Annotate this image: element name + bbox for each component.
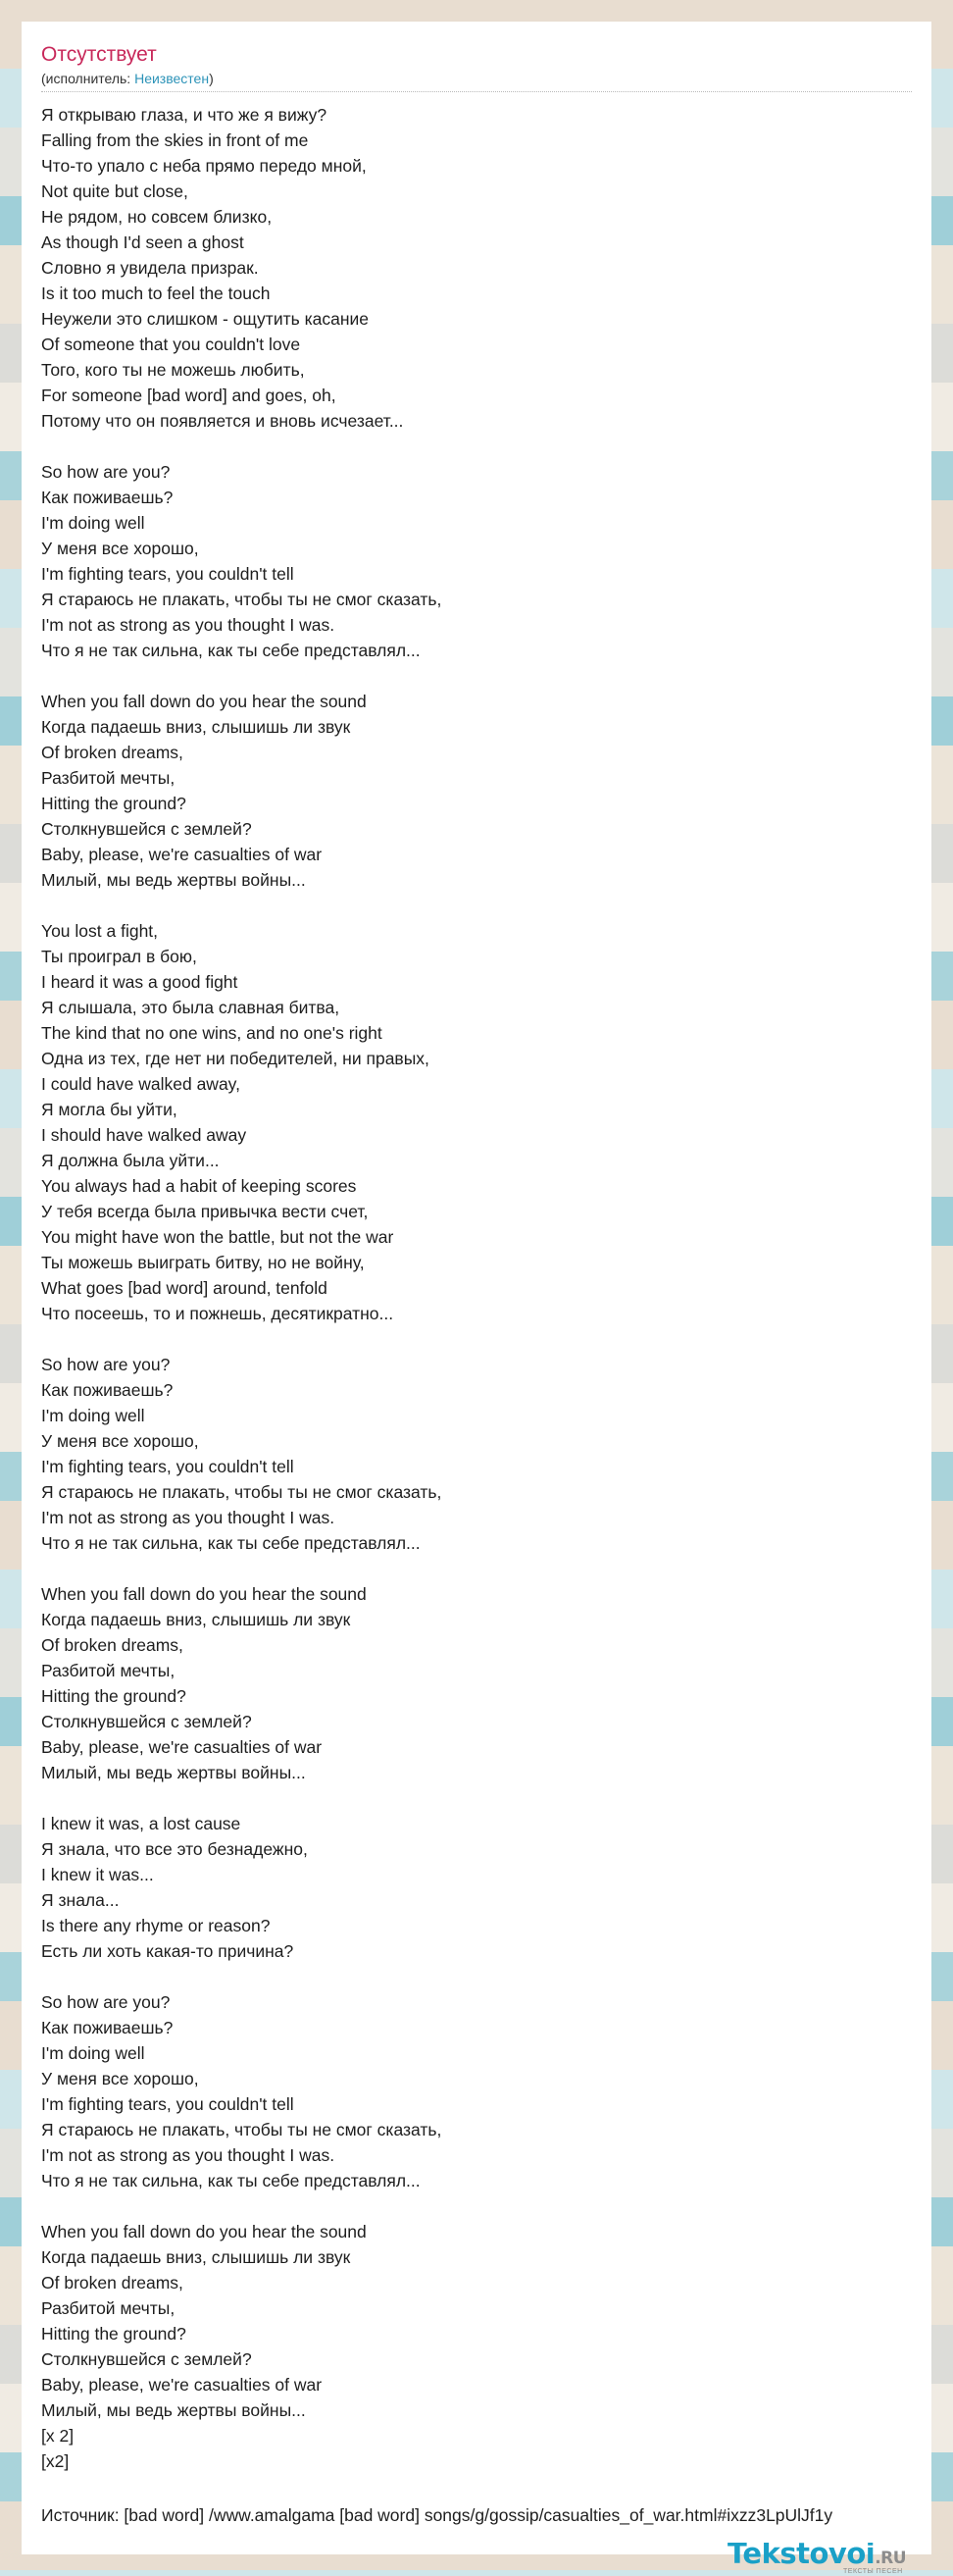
stanza-gap [41,893,924,918]
lyric-line: I'm fighting tears, you couldn't tell [41,564,294,584]
lyric-line: Я стараюсь не плакать, чтобы ты не смог сказать, [41,590,442,609]
logo-main-text: Tekstovoi [727,2543,876,2570]
lyric-line: As though I'd seen a ghost [41,232,244,252]
lyric-line: I knew it was, a lost cause [41,1814,241,1833]
lyric-line: Я стараюсь не плакать, чтобы ты не смог сказать, [41,1482,442,1502]
lyrics-card [22,22,931,2554]
lyric-line: Я могла бы уйти, [41,1100,177,1119]
lyric-line: You lost a fight, [41,921,159,941]
lyric-line: Как поживаешь? [41,488,174,507]
lyric-line: I knew it was... [41,1865,154,1884]
lyric-line: Когда падаешь вниз, слышишь ли звук [41,2247,351,2267]
lyric-line: I'm not as strong as you thought I was. [41,2145,335,2165]
lyric-line: Когда падаешь вниз, слышишь ли звук [41,1610,351,1629]
lyrics-body [41,102,924,2474]
lyric-line: Is it too much to feel the touch [41,283,271,303]
lyric-line: Is there any rhyme or reason? [41,1916,271,1935]
lyric-line: Есть ли хоть какая-то причина? [41,1941,294,1961]
artist-line [41,71,214,86]
lyric-line: Of broken dreams, [41,1635,183,1655]
stanza-gap [41,434,924,459]
lyric-line: Я открываю глаза, и что же я вижу? [41,105,327,125]
logo-tagline: ТЕКСТЫ ПЕСЕН [843,2568,903,2575]
stanza-gap [41,1556,924,1581]
artist-prefix: (исполнитель: [41,71,135,86]
lyric-line: Baby, please, we're casualties of war [41,1737,323,1757]
lyric-line: Не рядом, но совсем близко, [41,207,273,227]
lyric-line: Falling from the skies in front of me [41,130,309,150]
lyric-line: У меня все хорошо, [41,1431,199,1451]
lyric-line: Милый, мы ведь жертвы войны... [41,870,306,890]
source-line: Источник: [bad word] /www.amalgama [bad word] songs/g/gossip/casualties_of_war.html#ixzz3LpUlJf1y [41,2505,833,2525]
lyric-line: Как поживаешь? [41,2018,174,2037]
lyric-line: The kind that no one wins, and no one's right [41,1023,382,1043]
logo-wordmark [727,2543,906,2570]
lyric-line: I'm not as strong as you thought I was. [41,615,335,635]
lyric-line: [x 2] [41,2426,75,2446]
lyric-line: I heard it was a good fight [41,972,238,992]
stanza-gap [41,1326,924,1352]
lyric-line: Of broken dreams, [41,743,183,762]
lyric-line: Hitting the ground? [41,1686,186,1706]
lyric-line: Of broken dreams, [41,2273,183,2293]
lyric-line: Того, кого ты не можешь любить, [41,360,305,380]
lyric-line: Я знала, что все это безнадежно, [41,1839,308,1859]
lyric-line: I'm fighting tears, you couldn't tell [41,1457,294,1476]
lyric-line: Hitting the ground? [41,794,186,813]
lyric-line: У меня все хорошо, [41,539,199,558]
lyric-line: When you fall down do you hear the sound [41,1584,367,1604]
lyric-line: Столкнувшейся с землей? [41,2349,252,2369]
lyric-line: So how are you? [41,462,171,482]
lyric-line: У тебя всегда была привычка вести счет, [41,1202,369,1221]
lyric-line: Что я не так сильна, как ты себе представлял... [41,641,421,660]
lyric-line: Of someone that you couldn't love [41,335,301,354]
lyric-line: When you fall down do you hear the sound [41,2222,367,2241]
lyric-line: I'm doing well [41,513,145,533]
lyric-line: [x2] [41,2451,70,2471]
lyric-line: I'm doing well [41,1406,145,1425]
lyric-line: Как поживаешь? [41,1380,174,1400]
lyric-line: Baby, please, we're casualties of war [41,845,323,864]
lyric-line: Милый, мы ведь жертвы войны... [41,2400,306,2420]
lyric-line: Разбитой мечты, [41,2298,176,2318]
lyric-line: I'm not as strong as you thought I was. [41,1508,335,1527]
lyric-line: Я слышала, это была славная битва, [41,998,340,1017]
lyric-line: I'm doing well [41,2043,145,2063]
lyric-line: What goes [bad word] around, tenfold [41,1278,327,1298]
lyric-line: You might have won the battle, but not the war [41,1227,394,1247]
lyric-line: Разбитой мечты, [41,1661,176,1680]
lyric-line: Что-то упало с неба прямо передо мной, [41,156,367,176]
lyric-line: I should have walked away [41,1125,247,1145]
lyric-line: I could have walked away, [41,1074,240,1094]
lyric-line: Ты проиграл в бою, [41,947,197,966]
artist-link[interactable]: Неизвестен [134,71,210,86]
logo-tld: .RU [875,2549,907,2568]
lyric-line: Я знала... [41,1890,120,1910]
lyric-line: Что я не так сильна, как ты себе представлял... [41,2171,421,2190]
stanza-gap [41,1785,924,1811]
lyric-line: I'm fighting tears, you couldn't tell [41,2094,294,2114]
lyric-line: Когда падаешь вниз, слышишь ли звук [41,717,351,737]
lyric-line: For someone [bad word] and goes, oh, [41,386,336,405]
lyric-line: Потому что он появляется и вновь исчезает... [41,411,404,431]
lyric-line: Baby, please, we're casualties of war [41,2375,323,2395]
lyric-line: Словно я увидела призрак. [41,258,259,278]
lyric-line: Столкнувшейся с землей? [41,819,252,839]
lyric-line: Неужели это слишком - ощутить касание [41,309,370,329]
site-logo[interactable] [727,2543,931,2576]
lyric-line: Что я не так сильна, как ты себе представлял... [41,1533,421,1553]
title-divider [41,91,912,92]
lyric-line: You always had a habit of keeping scores [41,1176,357,1196]
lyric-line: Разбитой мечты, [41,768,176,788]
lyric-line: Столкнувшейся с землей? [41,1712,252,1731]
lyric-line: When you fall down do you hear the sound [41,692,367,711]
lyric-line: So how are you? [41,1355,171,1374]
lyric-line: Я должна была уйти... [41,1151,220,1170]
stanza-gap [41,1964,924,1989]
lyric-line: У меня все хорошо, [41,2069,199,2088]
lyric-line: So how are you? [41,1992,171,2012]
lyric-line: Hitting the ground? [41,2324,186,2344]
lyric-line: Я стараюсь не плакать, чтобы ты не смог сказать, [41,2120,442,2139]
artist-suffix: ) [209,71,214,86]
lyric-line: Одна из тех, где нет ни победителей, ни правых, [41,1049,429,1068]
stanza-gap [41,663,924,689]
song-title: Отсутствует [41,43,157,66]
stanza-gap [41,2193,924,2219]
lyric-line: Ты можешь выиграть битву, но не войну, [41,1253,365,1272]
lyric-line: Not quite but close, [41,181,188,201]
lyric-line: Милый, мы ведь жертвы войны... [41,1763,306,1782]
lyric-line: Что посеешь, то и пожнешь, десятикратно... [41,1304,394,1323]
